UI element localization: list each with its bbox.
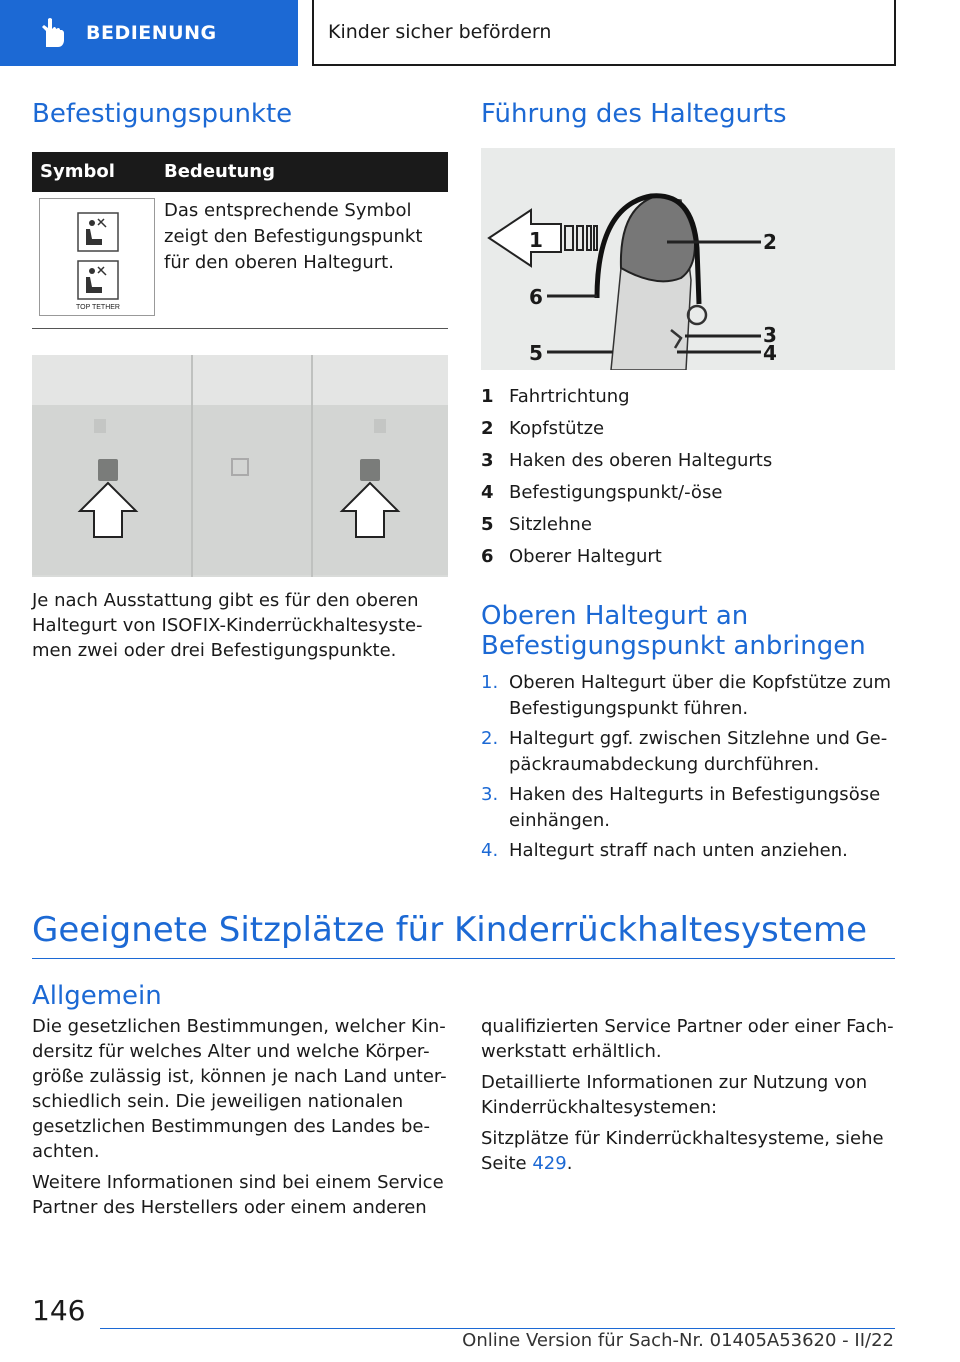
chapter-label: Kinder sicher befördern bbox=[328, 21, 552, 43]
rear-seat-anchor-photo bbox=[32, 355, 448, 577]
general-paragraph-3: qualifizierten Service Partner oder einer Fach- werkstatt erhältlich. bbox=[481, 1016, 894, 1062]
legend-item: 1 Fahrtrichtung bbox=[481, 385, 630, 407]
top-tether-caption: TOP TETHER bbox=[76, 304, 120, 311]
section-col2 bbox=[481, 1014, 895, 1182]
heading-fuehrung: Führung des Haltegurts bbox=[481, 99, 787, 129]
step-item: 3. Haken des Haltegurts in Befestigungsöse einhängen. bbox=[481, 784, 881, 831]
general-paragraph-1: Die gesetzlichen Bestimmungen, welcher Kin- dersitz für welches Alter und welche Körper- größe zulässig ist, können je nach Land unter- schiedlich sein. Die jeweiligen nationalen gesetzlichen Bestimmungen des Landes be- achten. bbox=[32, 1016, 447, 1162]
diagram-label-2: 2 bbox=[763, 230, 777, 254]
section-label: BEDIENUNG bbox=[86, 22, 217, 44]
legend-item: 5 Sitzlehne bbox=[481, 513, 592, 535]
diagram-legend bbox=[481, 380, 772, 572]
legend-item: 2 Kopfstütze bbox=[481, 417, 605, 439]
online-version-text: Online Version für Sach-Nr. 01405A53620 - II/22 bbox=[462, 1330, 894, 1351]
legend-item: 3 Haken des oberen Haltegurts bbox=[481, 449, 773, 471]
diagram-label-6: 6 bbox=[529, 285, 543, 309]
general-paragraph-5: Sitzplätze für Kinderrückhaltesysteme, siehe Seite 429. bbox=[481, 1128, 884, 1174]
heading-allgemein: Allgemein bbox=[32, 981, 162, 1011]
step-item: 4. Haltegurt straff nach unten anziehen. bbox=[481, 840, 848, 861]
page-number: 146 bbox=[32, 1294, 86, 1327]
heading-anbringen: Oberen Haltegurt an Befestigungspunkt anbringen bbox=[481, 601, 866, 661]
table-col-bedeutung: Bedeutung bbox=[164, 161, 275, 182]
legend-item: 4 Befestigungspunkt/-öse bbox=[481, 481, 723, 503]
tether-symbol bbox=[39, 198, 155, 316]
installation-steps bbox=[481, 670, 895, 868]
table-header bbox=[32, 152, 448, 192]
table-divider bbox=[32, 328, 448, 329]
diagram-label-4: 4 bbox=[763, 341, 777, 365]
direction-arrow-icon bbox=[489, 210, 561, 266]
tether-routing-diagram bbox=[481, 148, 895, 370]
symbol-description: Das entsprechende Symbol zeigt den Befestigungspunkt für den oberen Haltegurt. bbox=[164, 200, 423, 273]
diagram-label-1: 1 bbox=[529, 228, 543, 252]
chapter-title bbox=[312, 0, 896, 66]
section-title: Geeignete Sitzplätze für Kinderrückhaltesysteme bbox=[32, 910, 868, 950]
legend-item: 6 Oberer Haltegurt bbox=[481, 545, 662, 567]
footer-divider bbox=[100, 1328, 895, 1329]
step-item: 1. Oberen Haltegurt über die Kopfstütze zum Befestigungspunkt führen. bbox=[481, 672, 892, 719]
general-paragraph-4: Detaillierte Informationen zur Nutzung von Kinderrückhaltesystemen: bbox=[481, 1072, 868, 1118]
child-seat-icon bbox=[40, 199, 156, 317]
table-col-symbol: Symbol bbox=[40, 161, 115, 182]
diagram-label-5: 5 bbox=[529, 341, 543, 365]
pointing-hand-icon bbox=[32, 13, 72, 53]
general-paragraph-2: Weitere Informationen sind bei einem Service Partner des Herstellers oder einem anderen bbox=[32, 1172, 444, 1218]
section-divider bbox=[32, 958, 895, 959]
diagram-label-3: 3 bbox=[763, 323, 777, 347]
header-section-tab bbox=[0, 0, 298, 66]
anchor-points-paragraph: Je nach Ausstattung gibt es für den oberen Haltegurt von ISOFIX-Kinderrückhaltesyste- men zwei oder drei Befestigungspunkte. bbox=[32, 590, 423, 661]
section-col1 bbox=[32, 1014, 448, 1226]
page-reference-link[interactable]: 429 bbox=[532, 1153, 567, 1174]
heading-befestigungspunkte: Befestigungspunkte bbox=[32, 99, 293, 129]
step-item: 2. Haltegurt ggf. zwischen Sitzlehne und Ge- päckraumabdeckung durchführen. bbox=[481, 728, 888, 775]
